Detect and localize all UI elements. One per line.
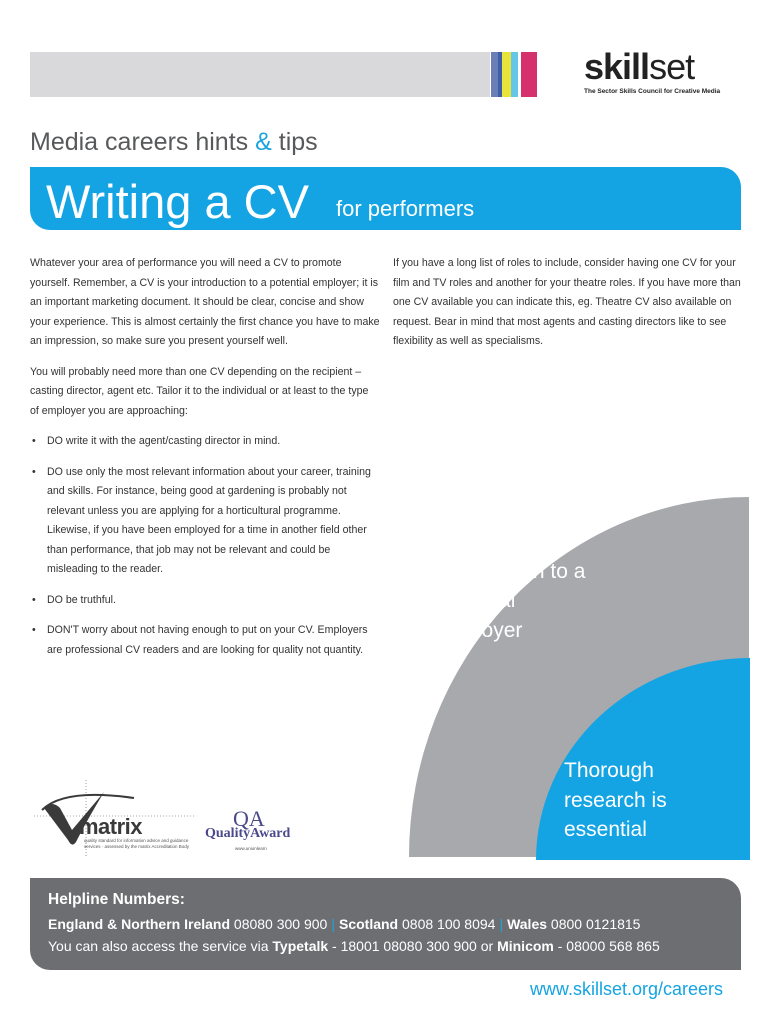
- left-column: [30, 254, 380, 671]
- minicom-label: Minicom: [497, 938, 554, 954]
- qa-wordmark: QualityAward: [205, 826, 291, 841]
- bullet-icon: •: [32, 624, 36, 636]
- separator: |: [331, 916, 335, 932]
- matrix-caption: quality standard for information advice and guidance services · assessed by the matrix Accreditation Body: [84, 838, 190, 849]
- region-name: Wales: [507, 916, 548, 932]
- list-item: • DO be truthful.: [30, 591, 380, 611]
- region-number: 08080 300 900: [233, 916, 328, 932]
- website-link[interactable]: www.skillset.org/careers: [529, 979, 723, 999]
- stripe-cyan: [511, 52, 518, 97]
- region-name: England & Northern Ireland: [48, 916, 231, 932]
- bullet-icon: •: [32, 593, 36, 606]
- region-number: 0800 0121815: [550, 916, 641, 932]
- bullet-icon: •: [32, 465, 36, 478]
- section-heading: Media careers hints & tips: [30, 128, 318, 156]
- stripe-yellow: [502, 52, 511, 97]
- region-number: 0808 100 8094: [402, 916, 496, 932]
- matrix-badge: [34, 778, 194, 858]
- helpline-numbers: [48, 916, 723, 932]
- tips-list: [30, 432, 380, 660]
- list-item: • DO write it with the agent/casting director in mind.: [30, 432, 380, 452]
- qa-caption: www.unionlearn: [235, 846, 267, 851]
- intro-paragraph: Whatever your area of performance you will need a CV to promote yourself. Remember, a CV is your introduction to a potential employer; it is an important marketing document. It should be clear, concise and show your experience. This is almost certainly the first chance you have to make an impression, so make sure you present yourself well.: [30, 257, 380, 347]
- stripe-violet: [491, 52, 498, 97]
- helpline-access: You can also access the service via Typetalk - 18001 08080 300 900 or Minicom - 08000 568 865: [48, 938, 660, 954]
- qa-monogram: QA: [233, 806, 265, 831]
- typetalk-label: Typetalk: [272, 938, 329, 954]
- list-item: • DO use only the most relevant information about your career, training and skills. For instance, being good at gardening is probably not relevant unless you are applying for a horticultural programme. Likewise, if you have been employed for a time in another field other than performance, that job may not be relevant and could be misleading to the reader.: [30, 463, 380, 580]
- pull-quote-grey: A CV is your introduction to a potential employer: [436, 530, 586, 642]
- header-bar: [30, 52, 490, 97]
- list-item: • DON'T worry about not having enough to put on your CV. Employers are professional CV readers and are looking for quality not quantity.: [30, 621, 380, 660]
- logo-tagline: The Sector Skills Council for Creative Media: [584, 88, 721, 95]
- pull-quote-blue: Thorough research is essential: [564, 759, 667, 841]
- roles-paragraph: If you have a long list of roles to include, consider having one CV for your film and TV roles and another for your theatre roles. If you have more than one CV available you can indicate this, eg. Theatre CV also available on request. Bear in mind that most agents and casting directors like to see flexibility as well as specialisms.: [393, 257, 741, 347]
- stripe-gap: [537, 52, 544, 97]
- helpline-title: Helpline Numbers:: [48, 891, 185, 908]
- page-title: Writing a CV: [46, 175, 309, 228]
- logo-wordmark: skillset: [584, 46, 695, 87]
- bullet-icon: •: [32, 435, 36, 447]
- region-name: Scotland: [338, 916, 399, 932]
- skillset-logo[interactable]: [584, 48, 744, 95]
- quality-award-badge: [205, 806, 315, 854]
- tailor-paragraph: You will probably need more than one CV depending on the recipient – casting director, agent etc. Tailor it to the individual or at least to the type of employer you are approaching:: [30, 365, 369, 417]
- right-column: [393, 254, 743, 352]
- stripe-magenta: [521, 52, 537, 97]
- matrix-wordmark: matrix: [79, 814, 143, 839]
- header-color-stripes: [491, 52, 544, 97]
- helpline-panel: [30, 878, 741, 970]
- page-subtitle: for performers: [336, 196, 475, 221]
- separator: |: [499, 916, 504, 932]
